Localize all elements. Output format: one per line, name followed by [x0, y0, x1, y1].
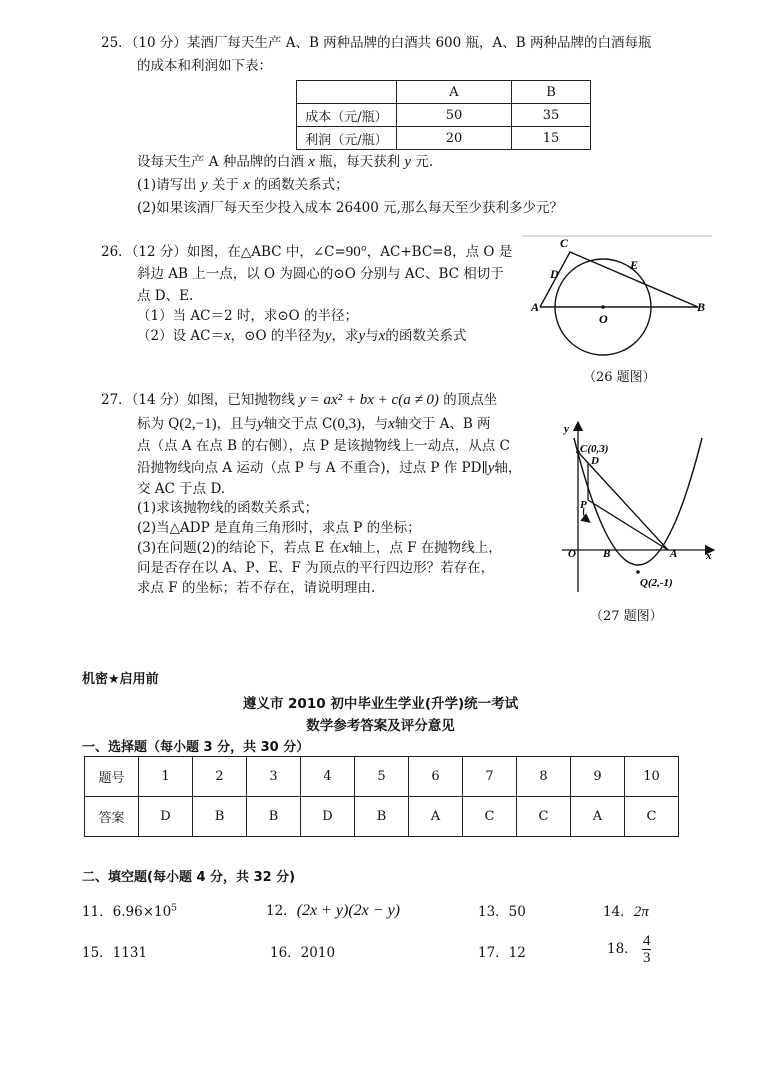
label-a: A [531, 300, 540, 314]
text: 元. [415, 154, 434, 170]
q25-intro-line2: 的成本和利润如下表： [137, 58, 272, 74]
table-cell [297, 81, 397, 104]
math-var: y [404, 154, 412, 170]
math-var: y [358, 328, 366, 344]
label-y: y [564, 423, 569, 435]
label-b: B [603, 548, 611, 560]
label-a: A [670, 548, 678, 560]
q27-caption: （27 题图） [590, 609, 663, 624]
segment-pa [588, 500, 668, 550]
text: 26．（12 分）如图，在△ABC 中，∠C= [101, 244, 346, 260]
answer-cell: D [301, 797, 355, 837]
label-p: P [580, 499, 587, 511]
q27-line3: 点（点 A 在点 B 的右侧），点 P 是该抛物线上一动点，从点 C [137, 438, 510, 454]
q27-part2: (2)当△ADP 是直角三角形时，求点 P 的坐标； [137, 520, 421, 536]
text: 关于 [211, 177, 239, 193]
question-number-cell: 8 [517, 757, 571, 797]
section-fill-heading: 二、填空题(每小题 4 分，共 32 分) [82, 870, 296, 885]
text: 沿抛物线向点 A 运动（点 P 与 A 不重合)，过点 P 作 PD∥ [137, 460, 488, 476]
text: 轴上，点 F 在抛物线上， [348, 540, 502, 556]
confidential-mark: 机密★启用前 [82, 672, 159, 687]
label-c: C [560, 236, 569, 250]
math-var: y [257, 416, 264, 432]
table-row [297, 81, 591, 104]
text: ，且与 [216, 416, 258, 432]
answer-cell: D [139, 797, 193, 837]
point-q [636, 570, 640, 574]
point-o [601, 305, 605, 309]
fill-answer-17: 17．12 [478, 945, 526, 961]
text: ，与 [361, 416, 389, 432]
answer-cell: A [571, 797, 625, 837]
question-number-cell: 5 [355, 757, 409, 797]
fraction-numerator: 4 [642, 933, 651, 949]
answer-cell: C [463, 797, 517, 837]
question-number-cell: 10 [625, 757, 679, 797]
q27-figure [560, 420, 718, 598]
math-var: x [388, 416, 395, 432]
label-d: D [550, 267, 559, 281]
q26-line2: 斜边 AB 上一点，以 O 为圆心的⊙O 分别与 AC、BC 相切于 [137, 266, 504, 282]
exponent: 5 [171, 903, 177, 914]
text: （2）设 AC＝ [137, 328, 224, 344]
question-number-cell: 9 [571, 757, 625, 797]
table-row [297, 104, 591, 127]
text: ，求 [331, 328, 359, 344]
table-cell: 利润（元/瓶） [297, 127, 397, 150]
q27-line2 [137, 414, 491, 434]
question-number-cell: 2 [193, 757, 247, 797]
table-row [85, 757, 679, 797]
answer-cell: C [517, 797, 571, 837]
label-d: D [591, 455, 599, 467]
q27-line4 [137, 458, 521, 478]
text: 轴交于 A、B 两 [394, 416, 491, 432]
table-cell: 35 [512, 104, 591, 127]
table-cell: 15 [512, 127, 591, 150]
math-var: y [487, 460, 495, 476]
q25-cost-profit-table [296, 80, 591, 150]
text: 的顶点坐 [443, 392, 498, 408]
q27-line5: 交 AC 于点 D. [137, 481, 226, 497]
table-row-label: 答案 [85, 797, 139, 837]
math-var: x [378, 328, 386, 344]
text: 12． [266, 903, 297, 919]
segment-da [588, 463, 668, 550]
text: 的函数关系式 [385, 328, 467, 344]
text: ，AC+BC=8，点 O 是 [366, 244, 513, 260]
label-c: C(0,3) [580, 443, 609, 455]
math-var: x [223, 328, 231, 344]
question-number-cell: 1 [139, 757, 193, 797]
label-o: O [568, 548, 576, 560]
question-number-cell: 6 [409, 757, 463, 797]
q26-line3: 点 D、E. [137, 288, 194, 304]
math-var: x [342, 540, 349, 556]
table-cell: 成本（元/瓶） [297, 104, 397, 127]
answer-subtitle: 数学参考答案及评分意见 [306, 718, 455, 734]
label-x: x [706, 550, 712, 562]
table-row [85, 797, 679, 837]
q25-setup [137, 152, 433, 172]
table-row-label: 题号 [85, 757, 139, 797]
text: (1)请写出 [137, 177, 197, 193]
math-angle: 90° [345, 244, 367, 260]
table-cell: 20 [397, 127, 512, 150]
math-expression: (2x + y)(2x − y) [296, 902, 400, 919]
parabola-formula: y = ax² + bx + c(a ≠ 0) [299, 392, 439, 408]
math-var: y [200, 177, 208, 193]
question-number-cell: 3 [247, 757, 301, 797]
fill-answer-18 [607, 933, 651, 966]
q26-part2 [137, 326, 466, 346]
table-row [297, 127, 591, 150]
question-number-cell: 7 [463, 757, 517, 797]
fill-answer-13: 13．50 [478, 904, 526, 920]
math-var: x [308, 154, 315, 170]
text: 18． [607, 941, 638, 957]
fraction [642, 933, 652, 966]
section-choice-heading: 一、选择题（每小题 3 分，共 30 分） [82, 740, 310, 755]
math-var: y [324, 328, 332, 344]
q26-part1: （1）当 AC＝2 时，求⊙O 的半径； [137, 308, 359, 324]
answer-cell: B [193, 797, 247, 837]
q25-part2: (2)如果该酒厂每天至少投入成本 26400 元,那么每天至少获利多少元？ [137, 200, 563, 216]
label-e: E [630, 258, 639, 272]
fraction-denominator: 3 [642, 950, 651, 966]
table-cell: 50 [397, 104, 512, 127]
choice-answer-table [84, 756, 679, 837]
label-b: B [697, 300, 706, 314]
text: 轴， [494, 460, 522, 476]
text: 瓶，每天获利 [319, 154, 401, 170]
q27-part3-line1 [137, 538, 502, 558]
question-number-cell: 4 [301, 757, 355, 797]
label-o: O [599, 312, 608, 326]
q25-intro-line1: 25．（10 分）某酒厂每天生产 A、B 两种品牌的白酒共 600 瓶，A、B 两种品牌的白酒每瓶 [101, 35, 652, 51]
answer-title: 遵义市 2010 初中毕业生学业(升学)统一考试 [242, 696, 519, 712]
table-header-a: A [397, 81, 512, 104]
fill-answer-16: 16．2010 [270, 945, 336, 961]
answer-cell: B [247, 797, 301, 837]
q26-line1 [101, 242, 512, 262]
answer-cell: A [409, 797, 463, 837]
math-expression: 2π [633, 904, 649, 920]
q27-line1 [101, 390, 497, 410]
text: 11．6.96×10 [82, 904, 172, 920]
q27-part3-line3: 求点 F 的坐标；若不存在，请说明理由. [137, 580, 376, 596]
fill-answer-12 [266, 899, 400, 920]
answer-cell: B [355, 797, 409, 837]
fill-answer-11 [82, 900, 177, 920]
text: 的函数关系式； [254, 177, 349, 193]
text: 设每天生产 A 种品牌的白酒 [137, 154, 304, 170]
table-header-b: B [512, 81, 591, 104]
text: (3)在问题(2)的结论下，若点 E 在 [137, 540, 343, 556]
q27-part3-line2: 问是否存在以 A、P、E、F 为顶点的平行四边形？若存在， [137, 560, 495, 576]
q27-part1: (1)求该抛物线的函数关系式； [137, 500, 319, 516]
fill-answer-15: 15．1131 [82, 945, 148, 961]
q26-figure [522, 232, 712, 362]
fill-answer-14 [603, 900, 649, 921]
text: ，⊙O 的半径为 [230, 328, 325, 344]
text: 与 [365, 328, 379, 344]
text: 14． [603, 904, 634, 920]
text: 27．（14 分）如图，已知抛物线 [101, 392, 295, 408]
text: 轴交于点 C [263, 416, 333, 432]
point-c-coord: (0,3) [332, 416, 362, 432]
answer-cell: C [625, 797, 679, 837]
q26-caption: （26 题图） [583, 370, 656, 385]
q25-part1 [137, 175, 349, 195]
text: 标为 Q [137, 416, 180, 432]
label-q: Q(2,-1) [640, 577, 673, 589]
vertex-coord: (2,−1) [179, 416, 217, 432]
math-var: x [243, 177, 250, 193]
